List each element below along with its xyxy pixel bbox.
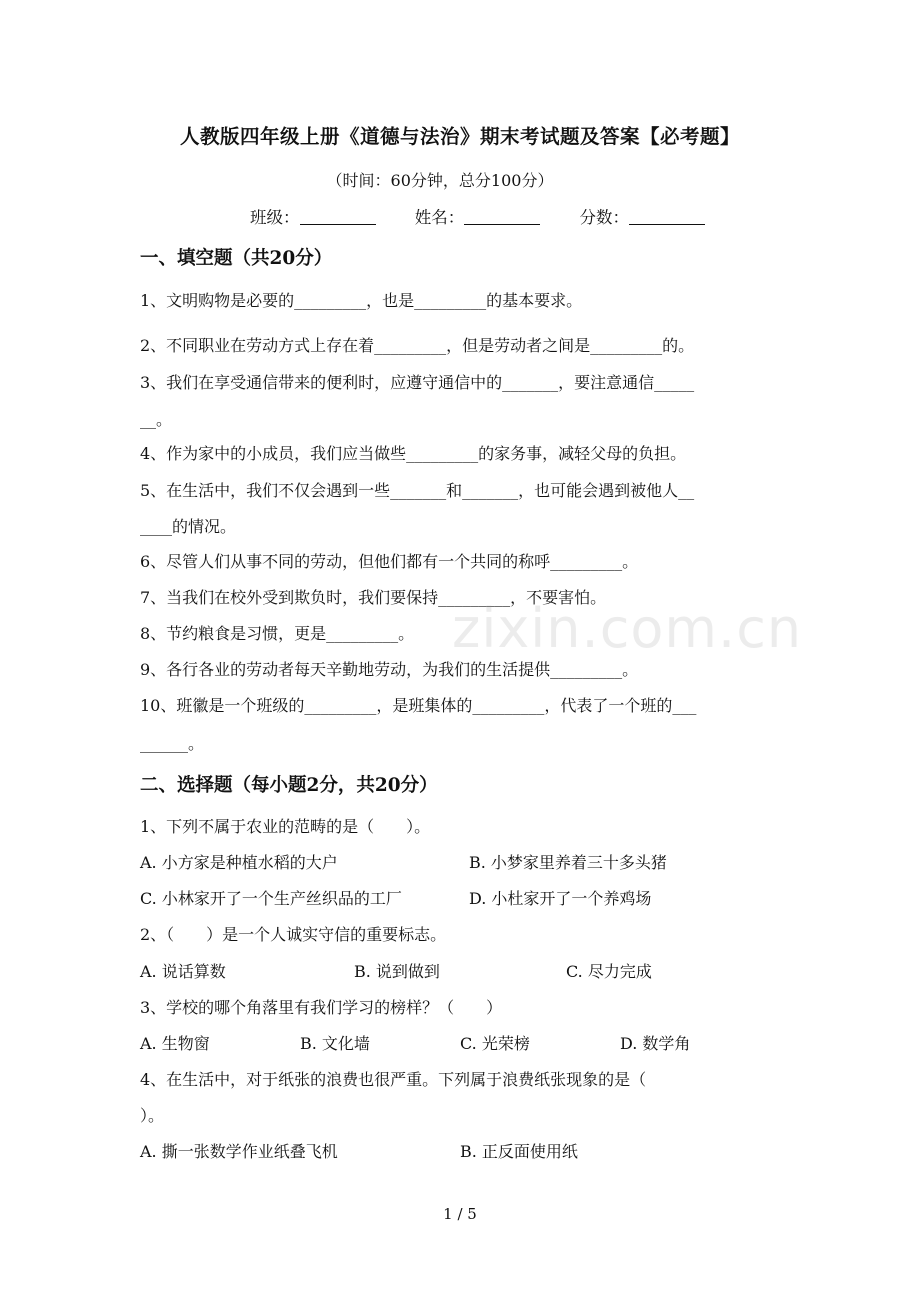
option-a: A. 小方家是种植水稻的大户	[140, 853, 338, 872]
question-line: 1、文明购物是必要的_________，也是_________的基本要求。	[140, 291, 583, 310]
option-b: B. 小梦家里养着三十多头猪	[469, 853, 667, 872]
score-blank	[629, 207, 705, 225]
option-d: D. 数学角	[620, 1034, 691, 1053]
option-c: C. 光荣榜	[460, 1034, 530, 1053]
question-line: ____的情况。	[140, 517, 237, 536]
watermark: zixin.com.cn	[452, 597, 803, 660]
name-field	[415, 204, 541, 228]
name-label: 姓名：	[414, 208, 465, 227]
option-c: C. 小林家开了一个生产丝织品的工厂	[140, 889, 402, 908]
option-a: A. 撕一张数学作业纸叠飞机	[140, 1142, 338, 1161]
page-number: 1 / 5	[443, 1205, 477, 1223]
question-line: 8、节约粮食是习惯，更是_________。	[140, 624, 415, 643]
section-fill-in-heading: 一、填空题（共20分）	[140, 248, 333, 269]
question-line: 10、班徽是一个班级的_________，是班集体的_________，代表了一个班的___	[140, 696, 697, 715]
question-stem-continued: ）。	[140, 1106, 165, 1125]
option-b: B. 正反面使用纸	[460, 1142, 578, 1161]
question-stem: 3、学校的哪个角落里有我们学习的榜样？（ ）	[140, 998, 503, 1017]
option-b: B. 文化墙	[300, 1034, 370, 1053]
question-line: __。	[140, 410, 173, 429]
question-line: 7、当我们在校外受到欺负时，我们要保持_________，不要害怕。	[140, 588, 607, 607]
class-blank	[300, 207, 376, 225]
question-stem: 2、（ ）是一个人诚实守信的重要标志。	[140, 925, 447, 944]
question-line: 2、不同职业在劳动方式上存在着_________，但是劳动者之间是_________的。	[140, 336, 695, 355]
question-line: 5、在生活中，我们不仅会遇到一些_______和_______，也可能会遇到被他人__	[140, 481, 695, 500]
student-info-fields	[250, 204, 750, 228]
score-field	[580, 204, 706, 228]
class-label: 班级：	[250, 208, 300, 227]
option-c: C. 尽力完成	[566, 962, 652, 981]
page-title: 人教版四年级上册《道德与法治》期末考试题及答案【必考题】	[179, 125, 740, 148]
question-stem: 4、在生活中，对于纸张的浪费也很严重。下列属于浪费纸张现象的是（	[140, 1070, 647, 1089]
question-stem: 1、下列不属于农业的范畴的是（ ）。	[140, 817, 431, 836]
option-d: D. 小杜家开了一个养鸡场	[469, 889, 652, 908]
option-a: A. 生物窗	[140, 1034, 210, 1053]
question-line: 9、各行各业的劳动者每天辛勤地劳动，为我们的生活提供_________。	[140, 660, 639, 679]
option-a: A. 说话算数	[140, 962, 226, 981]
class-field	[250, 204, 376, 228]
question-line: 6、尽管人们从事不同的劳动，但他们都有一个共同的称呼_________。	[140, 552, 639, 571]
score-label: 分数：	[579, 208, 629, 227]
section-choice-heading: 二、选择题（每小题2分，共20分）	[140, 775, 438, 796]
question-line: 3、我们在享受通信带来的便利时，应遵守通信中的_______，要注意通信_____	[140, 373, 695, 392]
question-line: ______。	[140, 734, 205, 753]
name-blank	[464, 207, 540, 225]
exam-time-note: （时间：60分钟，总分100分）	[326, 171, 554, 190]
question-line: 4、作为家中的小成员，我们应当做些_________的家务事，减轻父母的负担。	[140, 444, 687, 463]
option-b: B. 说到做到	[354, 962, 440, 981]
